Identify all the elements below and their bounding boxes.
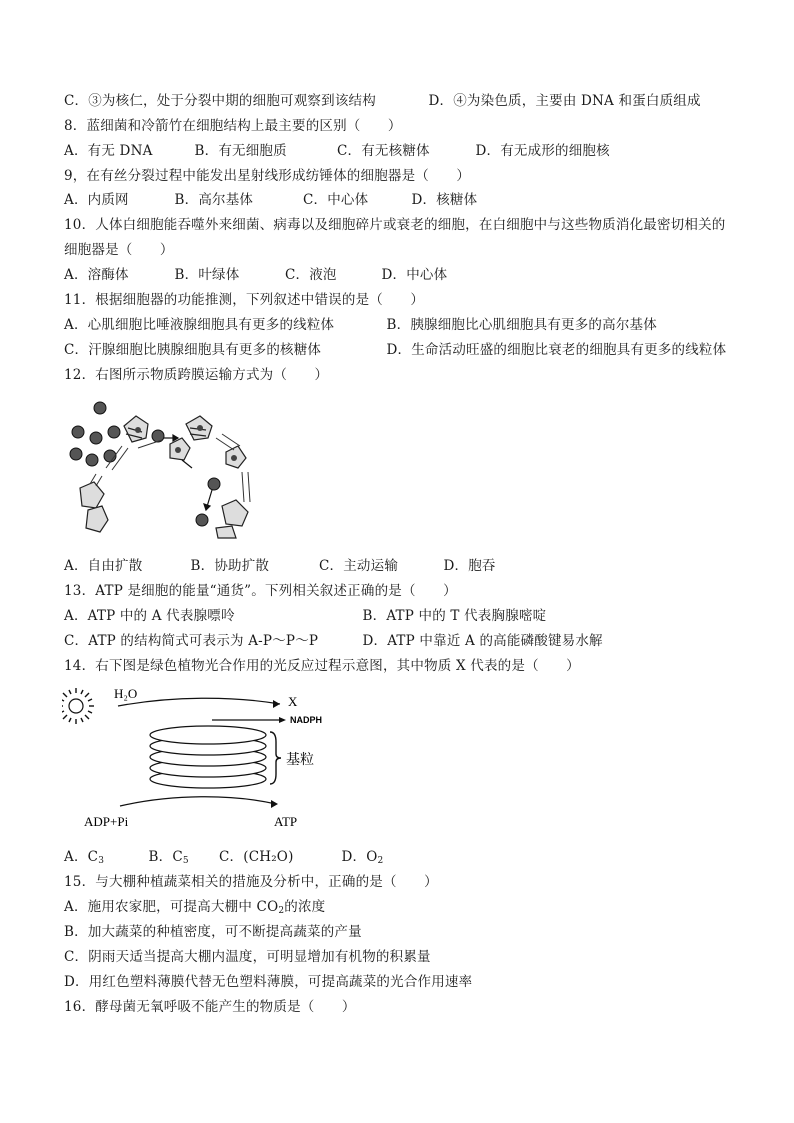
q13-stem: 13．ATP 是细胞的能量“通货”。下列相关叙述正确的是（ ） xyxy=(64,583,457,599)
q12-options xyxy=(64,556,496,576)
molecule-dot xyxy=(196,514,208,526)
q11-option-a: A．心肌细胞比唾液腺细胞具有更多的线粒体 xyxy=(64,317,335,333)
molecule-dot xyxy=(208,478,220,490)
q13-options-ab xyxy=(64,606,546,626)
q12-stem: 12．右图所示物质跨膜运输方式为（ ） xyxy=(64,367,329,383)
q8-options xyxy=(64,141,610,161)
q8-option-a: A．有无 DNA xyxy=(64,143,153,159)
q11-option-c: C．汗腺细胞比胰腺细胞具有更多的核糖体 xyxy=(64,342,322,358)
q13-option-d: D．ATP 中靠近 A 的高能磷酸键易水解 xyxy=(362,633,603,649)
q8-option-d: D．有无成形的细胞核 xyxy=(475,143,610,159)
q13-option-b: B．ATP 中的 T 代表胸腺嘧啶 xyxy=(362,608,547,624)
adp-pi-label: ADP+Pi xyxy=(84,814,129,829)
q13-option-a: A．ATP 中的 A 代表腺嘌呤 xyxy=(64,608,235,624)
q14-stem: 14．右下图是绿色植物光合作用的光反应过程示意图，其中物质 X 代表的是（ ） xyxy=(64,658,580,674)
q14-option-c: C．(CH₂O) xyxy=(219,849,294,865)
sun-icon xyxy=(62,688,94,724)
q15-option-c: C．阴雨天适当提高大棚内温度，可明显增加有机物的积累量 xyxy=(64,949,431,965)
q10-options xyxy=(64,265,447,285)
q10-stem-line2: 细胞器是（ ） xyxy=(64,242,174,258)
molecule-dot xyxy=(72,426,84,438)
q12-option-c: C．主动运输 xyxy=(319,558,399,574)
q15-stem: 15．与大棚种植蔬菜相关的措施及分析中，正确的是（ ） xyxy=(64,874,438,890)
nadph-label: NADPH xyxy=(290,715,323,725)
q14-option-b: B．$C_5$ xyxy=(148,849,189,866)
q11-stem: 11．根据细胞器的功能推测，下列叙述中错误的是（ ） xyxy=(64,292,425,308)
h2o-label: H₂O xyxy=(114,686,138,701)
q9-option-c: C．中心体 xyxy=(303,192,369,208)
q9-option-b: B．高尔基体 xyxy=(174,192,254,208)
q13-option-c: C．ATP 的结构简式可表示为 A-P～P～P xyxy=(64,633,319,649)
q15-option-d: D．用红色塑料薄膜代替无色塑料薄膜，可提高蔬菜的光合作用速率 xyxy=(64,974,473,990)
q16-stem: 16．酵母菌无氧呼吸不能产生的物质是（ ） xyxy=(64,999,356,1015)
q9-stem: 9，在有丝分裂过程中能发出星射线形成纺锤体的细胞器是（ ） xyxy=(64,168,471,184)
q10-option-d: D．中心体 xyxy=(381,267,448,283)
q7-option-c: C．③为核仁，处于分裂中期的细胞可观察到该结构 xyxy=(64,93,376,109)
q7-options-cd xyxy=(64,91,701,111)
q11-options-ab xyxy=(64,315,657,335)
molecule-dot xyxy=(90,432,102,444)
molecule-dot xyxy=(70,448,82,460)
q12-option-b: B．协助扩散 xyxy=(190,558,270,574)
q8-stem: 8．蓝细菌和冷箭竹在细胞结构上最主要的区别（ ） xyxy=(64,118,402,134)
q13-options-cd xyxy=(64,631,603,651)
x-label: X xyxy=(288,694,298,709)
q12-option-a: A．自由扩散 xyxy=(64,558,143,574)
light-reaction-figure xyxy=(62,682,362,832)
grana-label: 基粒 xyxy=(286,753,314,768)
q14-option-a: A．$C_3$ xyxy=(64,849,105,866)
q10-option-c: C．液泡 xyxy=(285,267,337,283)
atp-synthesis-arrow xyxy=(120,797,276,806)
q10-stem-line1: 10．人体白细胞能吞噬外来细菌、病毒以及细胞碎片或衰老的细胞，在白细胞中与这些物质消化最密切相关的 xyxy=(64,217,726,233)
q15-option-b: B．加大蔬菜的种植密度，可不断提高蔬菜的产量 xyxy=(64,924,362,940)
membrane-transport-figure xyxy=(66,398,266,540)
grana-brace xyxy=(270,732,281,784)
q9-option-a: A．内质网 xyxy=(64,192,129,208)
molecule-dot xyxy=(108,426,120,438)
water-split-arrow xyxy=(118,698,280,706)
q9-options xyxy=(64,190,477,210)
q10-option-a: A．溶酶体 xyxy=(64,267,129,283)
molecule-dot xyxy=(94,402,106,414)
q11-option-b: B．胰腺细胞比心肌细胞具有更多的高尔基体 xyxy=(386,317,657,333)
q14-option-d: D．$O_2$ xyxy=(341,849,384,866)
q11-option-d: D．生命活动旺盛的细胞比衰老的细胞具有更多的线粒体 xyxy=(386,342,727,358)
molecule-dot xyxy=(152,430,164,442)
q9-option-d: D．核糖体 xyxy=(411,192,478,208)
q11-options-cd xyxy=(64,340,726,360)
q15-option-a: A．施用农家肥，可提高大棚中 $CO_2$的浓度 xyxy=(64,899,326,916)
q10-option-b: B．叶绿体 xyxy=(174,267,240,283)
q7-option-d: D．④为染色质，主要由 DNA 和蛋白质组成 xyxy=(428,93,701,109)
q12-option-d: D．胞吞 xyxy=(443,558,496,574)
atp-label: ATP xyxy=(274,814,298,829)
q8-option-c: C．有无核糖体 xyxy=(337,143,430,159)
grana-stack xyxy=(150,726,266,788)
molecule-dot xyxy=(86,454,98,466)
q8-option-b: B．有无细胞质 xyxy=(194,143,287,159)
q14-options xyxy=(64,847,383,871)
